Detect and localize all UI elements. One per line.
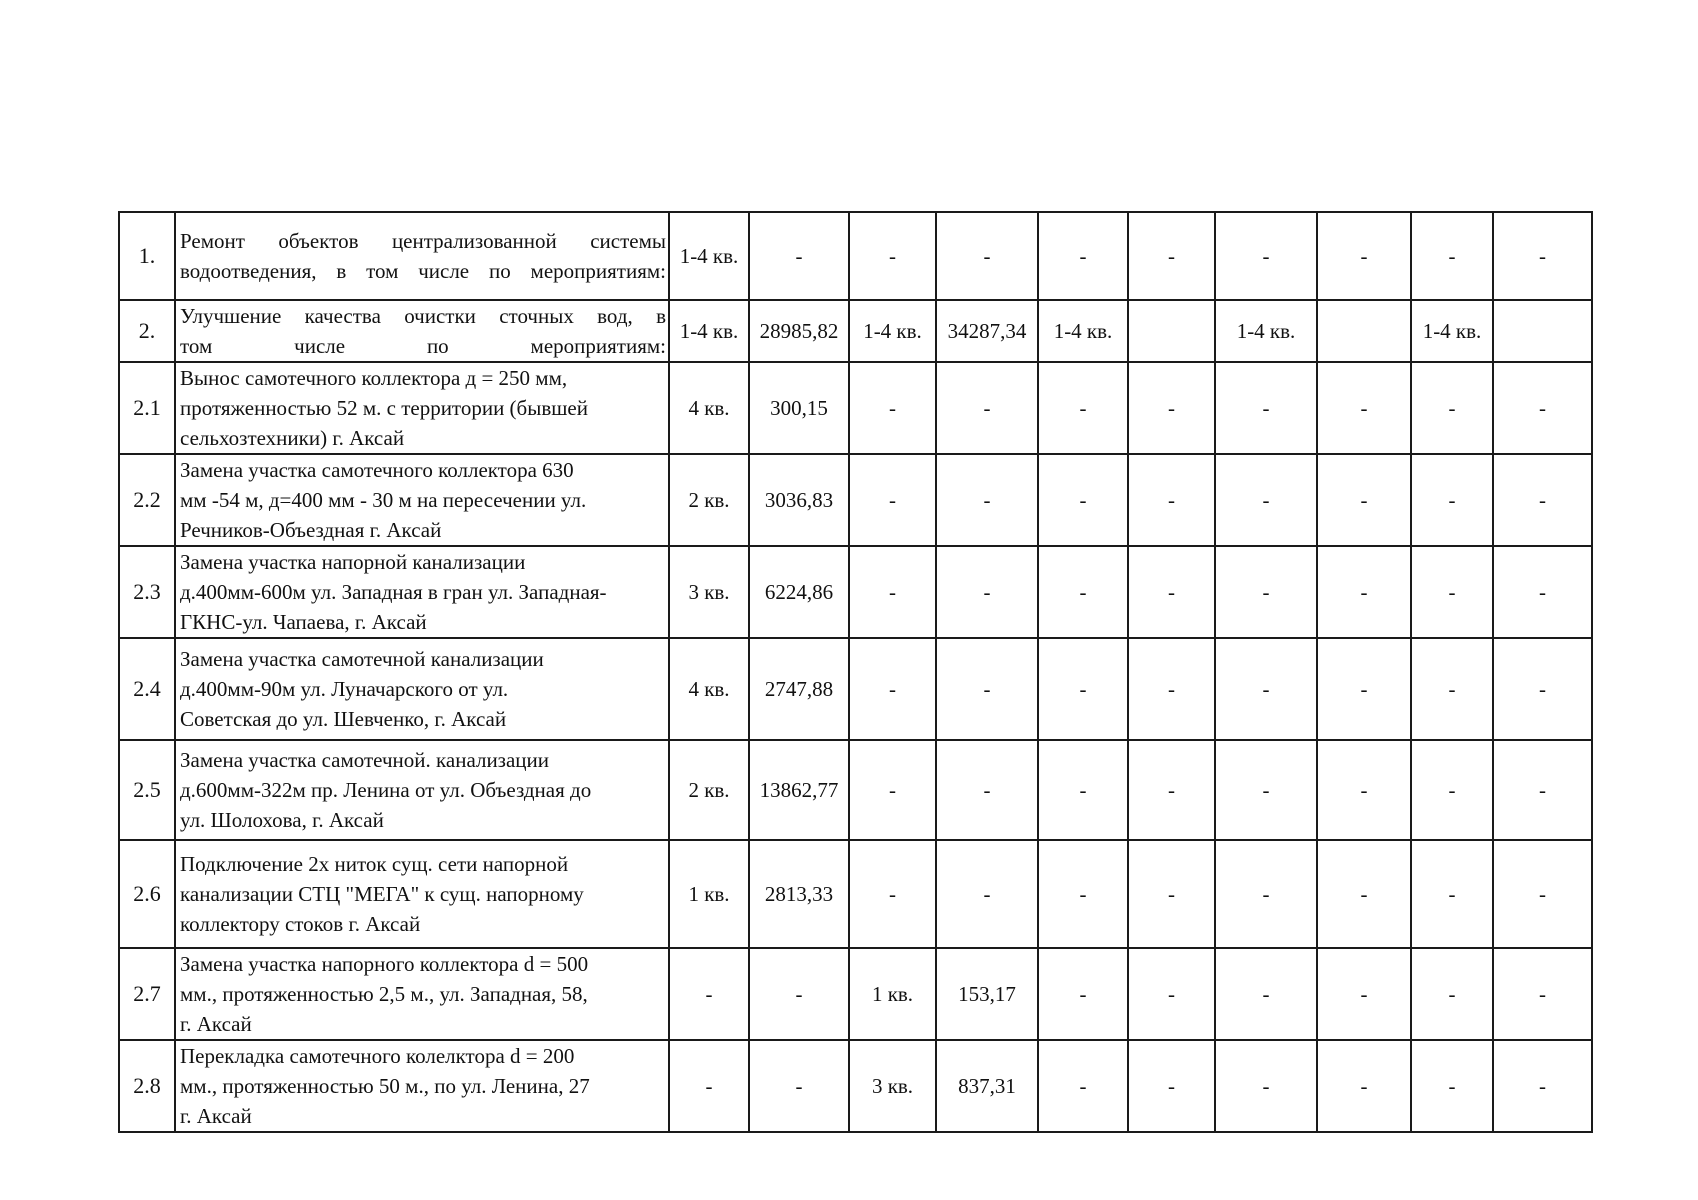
value-cell: - [1317, 638, 1411, 740]
row-description [175, 740, 669, 840]
value-cell: - [1128, 840, 1215, 948]
value-cell: 4 кв. [669, 362, 749, 454]
value-cell: 1-4 кв. [849, 300, 936, 362]
value-cell: - [1038, 840, 1128, 948]
description-line: д.600мм-322м пр. Ленина от ул. Объездная до [180, 778, 592, 802]
value-cell: - [1317, 546, 1411, 638]
value-cell: - [669, 1040, 749, 1132]
table-row [119, 546, 1592, 638]
value-cell: - [849, 546, 936, 638]
value-cell: - [749, 212, 849, 300]
description-line: Замена участка напорной канализации [180, 550, 526, 574]
description-line: Перекладка самотечного колелктора d = 200 [180, 1044, 575, 1068]
value-cell: - [849, 454, 936, 546]
value-cell: 3 кв. [849, 1040, 936, 1132]
description-line: мм., протяженностью 50 м., по ул. Ленина, 27 [180, 1074, 590, 1098]
row-description [175, 948, 669, 1040]
table-row [119, 300, 1592, 362]
row-number: 2.2 [119, 454, 175, 546]
value-cell: - [936, 740, 1038, 840]
row-description [175, 212, 669, 300]
value-cell: 3036,83 [749, 454, 849, 546]
description-line: Советская до ул. Шевченко, г. Аксай [180, 707, 507, 731]
value-cell: 2813,33 [749, 840, 849, 948]
value-cell: - [1128, 948, 1215, 1040]
row-number: 1. [119, 212, 175, 300]
row-description [175, 454, 669, 546]
row-description [175, 300, 669, 362]
value-cell: - [1128, 454, 1215, 546]
value-cell: 1-4 кв. [1411, 300, 1493, 362]
works-table [118, 211, 1593, 1133]
value-cell: 837,31 [936, 1040, 1038, 1132]
value-cell: - [1038, 638, 1128, 740]
value-cell: - [1317, 1040, 1411, 1132]
value-cell: 2 кв. [669, 454, 749, 546]
description-line: Замена участка самотечной. канализации [180, 748, 550, 772]
description-line: протяженностью 52 м. с территории (бывшей [180, 396, 588, 420]
value-cell: - [1317, 362, 1411, 454]
row-description [175, 546, 669, 638]
value-cell: - [936, 212, 1038, 300]
value-cell: - [1038, 362, 1128, 454]
description-line: канализации СТЦ "МЕГА" к сущ. напорному [180, 882, 584, 906]
value-cell: 2 кв. [669, 740, 749, 840]
description-line: Замена участка самотечного коллектора 630 [180, 458, 574, 482]
description-line: д.400мм-600м ул. Западная в гран ул. Западная- [180, 580, 607, 604]
value-cell: 1-4 кв. [669, 300, 749, 362]
row-description [175, 638, 669, 740]
row-number: 2.3 [119, 546, 175, 638]
row-number: 2.5 [119, 740, 175, 840]
value-cell: - [1128, 212, 1215, 300]
value-cell: - [936, 638, 1038, 740]
value-cell: - [1128, 740, 1215, 840]
value-cell: - [1411, 638, 1493, 740]
value-cell: - [936, 362, 1038, 454]
value-cell: - [1038, 546, 1128, 638]
value-cell: 28985,82 [749, 300, 849, 362]
value-cell: 1-4 кв. [1038, 300, 1128, 362]
row-number: 2.8 [119, 1040, 175, 1132]
description-line: Подключение 2х ниток сущ. сети напорной [180, 852, 569, 876]
row-description [175, 362, 669, 454]
value-cell: - [1215, 546, 1317, 638]
value-cell: - [1411, 362, 1493, 454]
table-row [119, 362, 1592, 454]
value-cell: - [1317, 948, 1411, 1040]
value-cell: - [1411, 740, 1493, 840]
value-cell: - [849, 638, 936, 740]
value-cell: - [1038, 454, 1128, 546]
table-row [119, 212, 1592, 300]
value-cell: - [1411, 212, 1493, 300]
row-number: 2.7 [119, 948, 175, 1040]
value-cell [1317, 300, 1411, 362]
value-cell: - [936, 546, 1038, 638]
value-cell: - [1215, 1040, 1317, 1132]
value-cell: - [849, 362, 936, 454]
value-cell: - [1493, 1040, 1592, 1132]
value-cell: - [1493, 212, 1592, 300]
value-cell: 13862,77 [749, 740, 849, 840]
value-cell: 1 кв. [669, 840, 749, 948]
value-cell: - [1215, 454, 1317, 546]
description-line: д.400мм-90м ул. Луначарского от ул. [180, 677, 509, 701]
description-line: ул. Шолохова, г. Аксай [180, 808, 384, 832]
value-cell: - [1038, 212, 1128, 300]
value-cell: - [1128, 362, 1215, 454]
value-cell: - [1215, 362, 1317, 454]
description-line: Речников-Объездная г. Аксай [180, 518, 442, 542]
value-cell: 1 кв. [849, 948, 936, 1040]
value-cell: - [936, 454, 1038, 546]
table-row [119, 948, 1592, 1040]
value-cell: - [1493, 638, 1592, 740]
description-line: Вынос самотечного коллектора д = 250 мм, [180, 366, 568, 390]
value-cell: 6224,86 [749, 546, 849, 638]
value-cell: 34287,34 [936, 300, 1038, 362]
value-cell: - [1411, 546, 1493, 638]
value-cell: 153,17 [936, 948, 1038, 1040]
description-line: г. Аксай [180, 1012, 252, 1036]
value-cell: - [1493, 362, 1592, 454]
value-cell: - [1317, 740, 1411, 840]
value-cell: - [1128, 1040, 1215, 1132]
row-number: 2. [119, 300, 175, 362]
value-cell: - [1493, 546, 1592, 638]
description-line: том числе по мероприятиям: [180, 334, 666, 358]
value-cell: 1-4 кв. [1215, 300, 1317, 362]
row-number: 2.4 [119, 638, 175, 740]
value-cell: - [1038, 1040, 1128, 1132]
description-line: Ремонт объектов централизованной системы [180, 229, 666, 253]
value-cell: - [1493, 740, 1592, 840]
value-cell: - [749, 948, 849, 1040]
description-line: Замена участка самотечной канализации [180, 647, 544, 671]
description-line: Улучшение качества очистки сточных вод, в [180, 304, 666, 328]
value-cell: 300,15 [749, 362, 849, 454]
description-line: сельхозтехники) г. Аксай [180, 426, 405, 450]
table-row [119, 638, 1592, 740]
table-row [119, 840, 1592, 948]
value-cell: 4 кв. [669, 638, 749, 740]
value-cell: 1-4 кв. [669, 212, 749, 300]
value-cell: - [1128, 546, 1215, 638]
value-cell: - [1215, 740, 1317, 840]
value-cell: - [1317, 212, 1411, 300]
value-cell: - [849, 840, 936, 948]
value-cell: - [1128, 638, 1215, 740]
value-cell: - [1411, 948, 1493, 1040]
value-cell: 2747,88 [749, 638, 849, 740]
value-cell: - [1411, 1040, 1493, 1132]
value-cell: - [849, 212, 936, 300]
value-cell: - [1317, 454, 1411, 546]
description-line: мм -54 м, д=400 мм - 30 м на пересечении ул. [180, 488, 587, 512]
value-cell: - [1215, 948, 1317, 1040]
value-cell: - [1038, 948, 1128, 1040]
description-line: водоотведения, в том числе по мероприятиям: [180, 259, 666, 283]
value-cell: - [749, 1040, 849, 1132]
value-cell: - [1493, 948, 1592, 1040]
row-number: 2.1 [119, 362, 175, 454]
table-row [119, 740, 1592, 840]
value-cell: - [1411, 840, 1493, 948]
description-line: Замена участка напорного коллектора d = 500 [180, 952, 589, 976]
row-description [175, 1040, 669, 1132]
description-line: коллектору стоков г. Аксай [180, 912, 421, 936]
value-cell: - [1215, 212, 1317, 300]
value-cell: - [936, 840, 1038, 948]
value-cell: - [1493, 454, 1592, 546]
value-cell: - [1411, 454, 1493, 546]
table-row [119, 1040, 1592, 1132]
description-line: г. Аксай [180, 1104, 252, 1128]
value-cell: - [669, 948, 749, 1040]
value-cell: - [849, 740, 936, 840]
value-cell [1493, 300, 1592, 362]
value-cell [1128, 300, 1215, 362]
row-number: 2.6 [119, 840, 175, 948]
value-cell: - [1215, 840, 1317, 948]
value-cell: 3 кв. [669, 546, 749, 638]
value-cell: - [1493, 840, 1592, 948]
table-row [119, 454, 1592, 546]
value-cell: - [1317, 840, 1411, 948]
description-line: мм., протяженностью 2,5 м., ул. Западная, 58, [180, 982, 588, 1006]
description-line: ГКНС-ул. Чапаева, г. Аксай [180, 610, 427, 634]
value-cell: - [1038, 740, 1128, 840]
value-cell: - [1215, 638, 1317, 740]
row-description [175, 840, 669, 948]
